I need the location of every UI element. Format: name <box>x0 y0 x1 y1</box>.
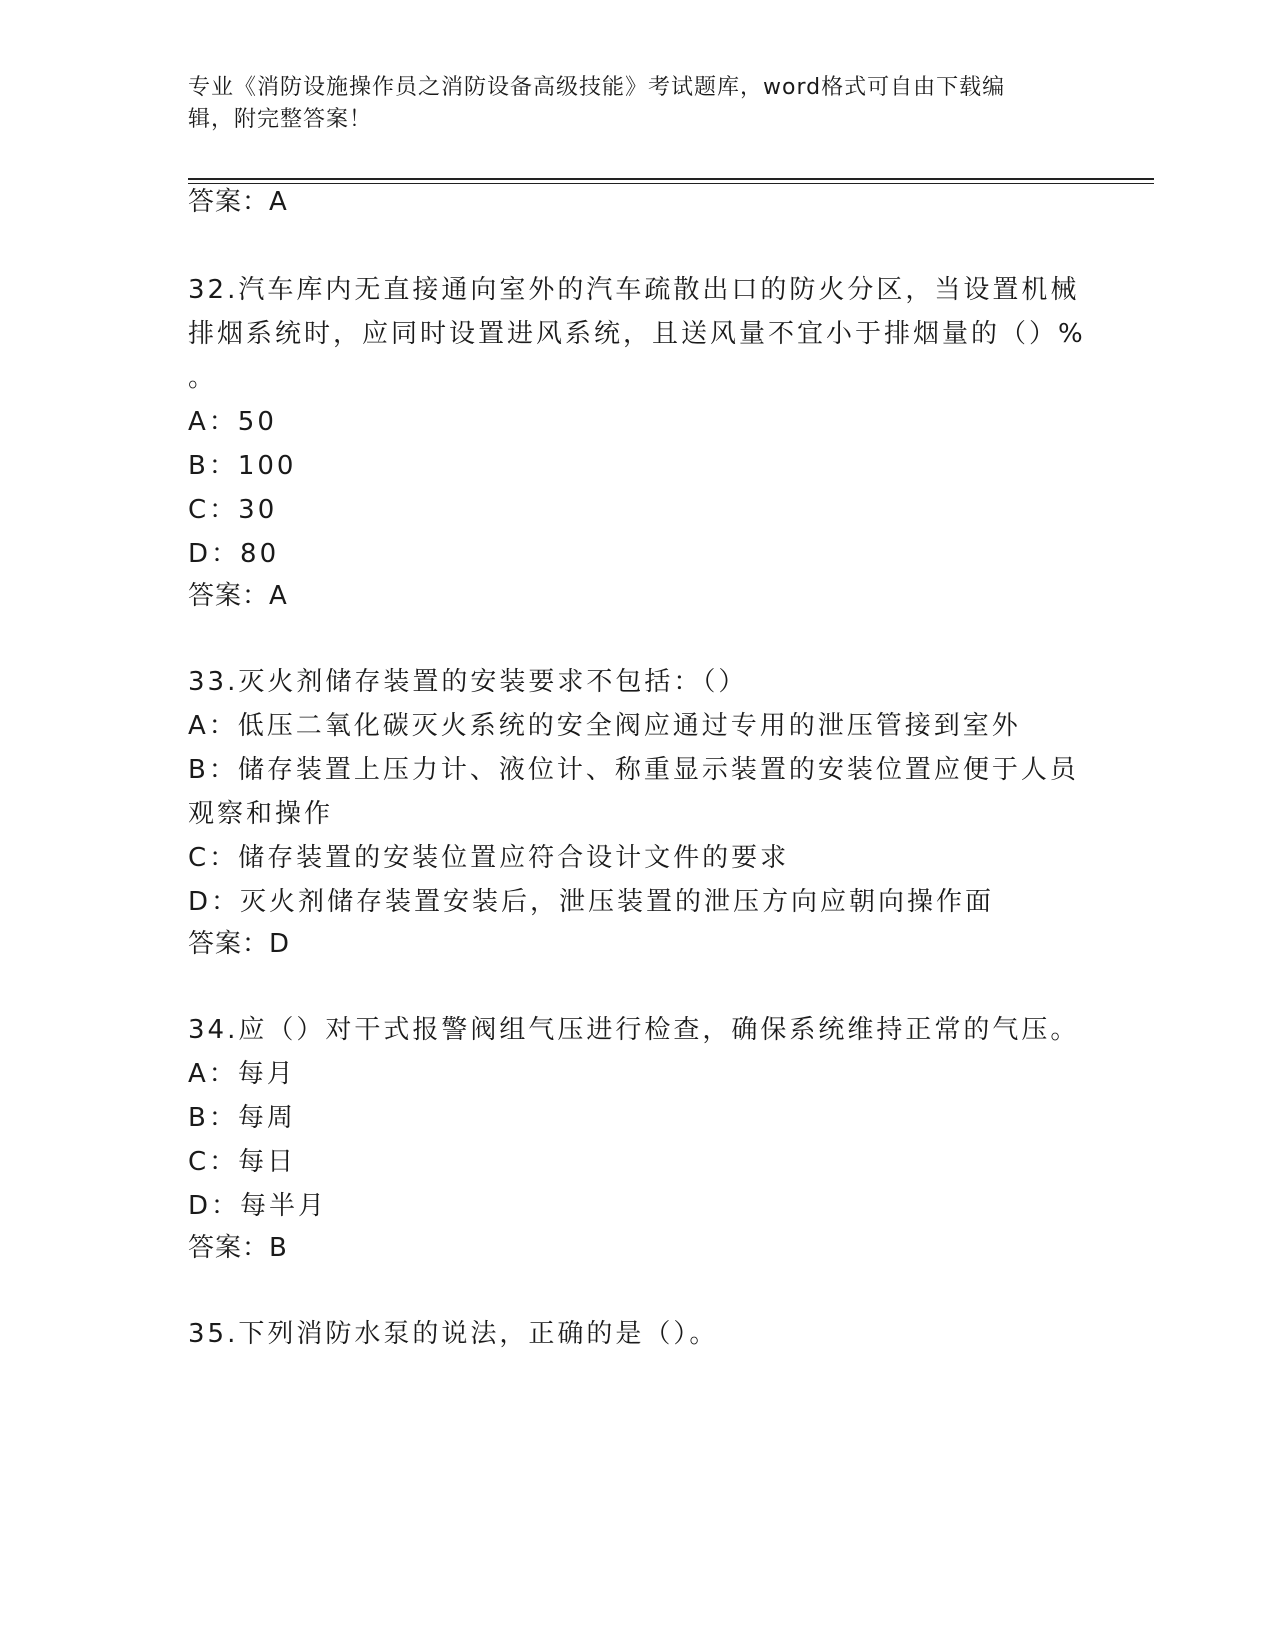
document-header <box>188 72 1068 136</box>
question-32-text-3: 。 <box>188 363 218 393</box>
option-d: D：80 <box>188 539 280 569</box>
header-line-1: 专业《消防设施操作员之消防设备高级技能》考试题库，word格式可自由下载编 <box>188 75 1006 100</box>
option-c: C：每日 <box>188 1147 297 1177</box>
option-c: C：储存装置的安装位置应符合设计文件的要求 <box>188 843 790 873</box>
option-a: A：50 <box>188 407 277 437</box>
header-divider-bottom <box>188 183 1154 184</box>
option-d: D：灭火剂储存装置安装后，泄压装置的泄压方向应朝向操作面 <box>188 887 995 917</box>
answer-31: 答案：A <box>188 187 288 217</box>
option-b-line-1: B：储存装置上压力计、液位计、称重显示装置的安装位置应便于人员 <box>188 755 1079 785</box>
answer-33: 答案：D <box>188 929 291 959</box>
header-line-2: 辑，附完整答案！ <box>188 107 373 132</box>
option-c: C：30 <box>188 495 278 525</box>
option-a: A：每月 <box>188 1059 296 1089</box>
question-34-text: 34.应（）对干式报警阀组气压进行检查，确保系统维持正常的气压。 <box>188 1015 1080 1045</box>
answer-34: 答案：B <box>188 1233 288 1263</box>
option-b: B：100 <box>188 451 297 481</box>
question-33-text: 33.灭火剂储存装置的安装要求不包括：（） <box>188 667 748 697</box>
question-32-text-2: 排烟系统时，应同时设置进风系统，且送风量不宜小于排烟量的（）% <box>188 319 1086 349</box>
option-b-line-2: 观察和操作 <box>188 799 334 829</box>
option-a: A：低压二氧化碳灭火系统的安全阀应通过专用的泄压管接到室外 <box>188 711 1021 741</box>
answer-32: 答案：A <box>188 581 288 611</box>
question-32-text-1: 32.汽车库内无直接通向室外的汽车疏散出口的防火分区，当设置机械 <box>188 275 1080 305</box>
question-35-text: 35.下列消防水泵的说法，正确的是（）。 <box>188 1319 719 1349</box>
option-b: B：每周 <box>188 1103 296 1133</box>
option-d: D：每半月 <box>188 1191 328 1221</box>
header-divider-top <box>188 178 1154 180</box>
